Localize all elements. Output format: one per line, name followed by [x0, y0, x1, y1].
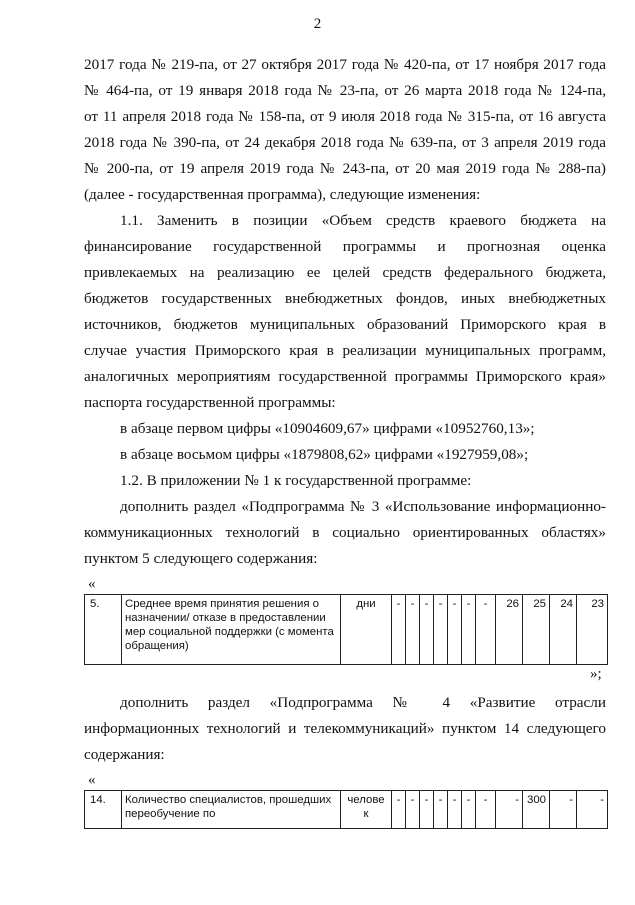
value-cell: -	[392, 595, 406, 665]
value-cell: -	[496, 791, 523, 829]
table-row	[85, 595, 608, 665]
value-cell: -	[406, 791, 420, 829]
clause-1-1-line: источников, бюджетов муниципальных образований Приморского края в	[84, 316, 606, 333]
table-row	[85, 791, 608, 829]
unit: дни	[341, 595, 392, 665]
value-cell: -	[420, 595, 434, 665]
add-section-3-line: пунктом 5 следующего содержания:	[84, 550, 318, 567]
abzac-eighth: в абзаце восьмом цифры «1879808,62» цифрами «1927959,08»;	[120, 446, 529, 463]
clause-1-1-line: финансирование государственной программы и прогнозная оценка	[84, 238, 606, 255]
text-line: от 11 апреля 2018 года № 158-па, от 9 июля 2018 года № 315-па, от 16 августа	[84, 108, 606, 125]
value-cell: -	[448, 791, 462, 829]
value-cell: -	[434, 595, 448, 665]
clause-1-1-line: аналогичных мероприятиям государственной программы Приморского края»	[84, 368, 606, 385]
value-cell: 25	[523, 595, 550, 665]
add-section-4-line: информационных технологий и телекоммуникаций» пунктом 14 следующего	[84, 720, 606, 737]
indicator-name: Количество специалистов, прошедших переобучение по	[122, 791, 341, 829]
value-cell: -	[476, 791, 496, 829]
quote-open: «	[88, 576, 96, 592]
value-cell: -	[392, 791, 406, 829]
indicator-table-2	[84, 790, 608, 829]
add-section-3-line: коммуникационных технологий в социально ориентированных областях»	[84, 524, 606, 541]
clause-1-1-line: случае участия Приморского края в реализации муниципальных программ,	[84, 342, 606, 359]
text-line: 2018 года № 390-па, от 24 декабря 2018 года № 639-па, от 3 апреля 2019 года	[84, 134, 606, 151]
text-line: (далее - государственная программа), следующие изменения:	[84, 186, 481, 203]
quote-close: »;	[590, 666, 602, 682]
clause-1-2: 1.2. В приложении № 1 к государственной программе:	[120, 472, 472, 489]
value-cell: 26	[496, 595, 523, 665]
value-cell: -	[462, 791, 476, 829]
add-section-4-line: дополнить раздел «Подпрограмма № 4 «Развитие отрасли	[120, 694, 606, 711]
clause-1-1-line: 1.1. Заменить в позиции «Объем средств краевого бюджета на	[120, 212, 606, 229]
value-cell: 300	[523, 791, 550, 829]
add-section-3-line: дополнить раздел «Подпрограмма № 3 «Использование информационно-	[120, 498, 606, 515]
value-cell: -	[476, 595, 496, 665]
clause-1-1-line: привлекаемых на реализацию ее целей средств федерального бюджета,	[84, 264, 606, 281]
value-cell: -	[550, 791, 577, 829]
value-cell: -	[462, 595, 476, 665]
value-cell: -	[577, 791, 608, 829]
clause-1-1-line: бюджетов государственных внебюджетных фондов, иных внебюджетных	[84, 290, 606, 307]
value-cell: -	[406, 595, 420, 665]
quote-open-2: «	[88, 772, 96, 788]
value-cell: 24	[550, 595, 577, 665]
clause-1-1-line: паспорта государственной программы:	[84, 394, 336, 411]
row-number: 5.	[85, 595, 122, 665]
text-line: 2017 года № 219-па, от 27 октября 2017 года № 420-па, от 17 ноября 2017 года	[84, 56, 606, 73]
text-line: № 200-па, от 19 апреля 2019 года № 243-па, от 20 мая 2019 года № 288-па)	[84, 160, 606, 177]
value-cell: -	[448, 595, 462, 665]
indicator-name: Среднее время принятия решения о назначении/ отказе в предоставлении мер социальной поддержки (с момента обращения)	[122, 595, 341, 665]
value-cell: -	[434, 791, 448, 829]
indicator-table-1	[84, 594, 608, 665]
unit: челове к	[341, 791, 392, 829]
row-number: 14.	[85, 791, 122, 829]
value-cell: 23	[577, 595, 608, 665]
value-cell: -	[420, 791, 434, 829]
add-section-4-line: содержания:	[84, 746, 165, 763]
abzac-first: в абзаце первом цифры «10904609,67» цифрами «10952760,13»;	[120, 420, 535, 437]
text-line: № 464-па, от 19 января 2018 года № 23-па, от 26 марта 2018 года № 124-па,	[84, 82, 606, 99]
page-number: 2	[313, 16, 322, 32]
